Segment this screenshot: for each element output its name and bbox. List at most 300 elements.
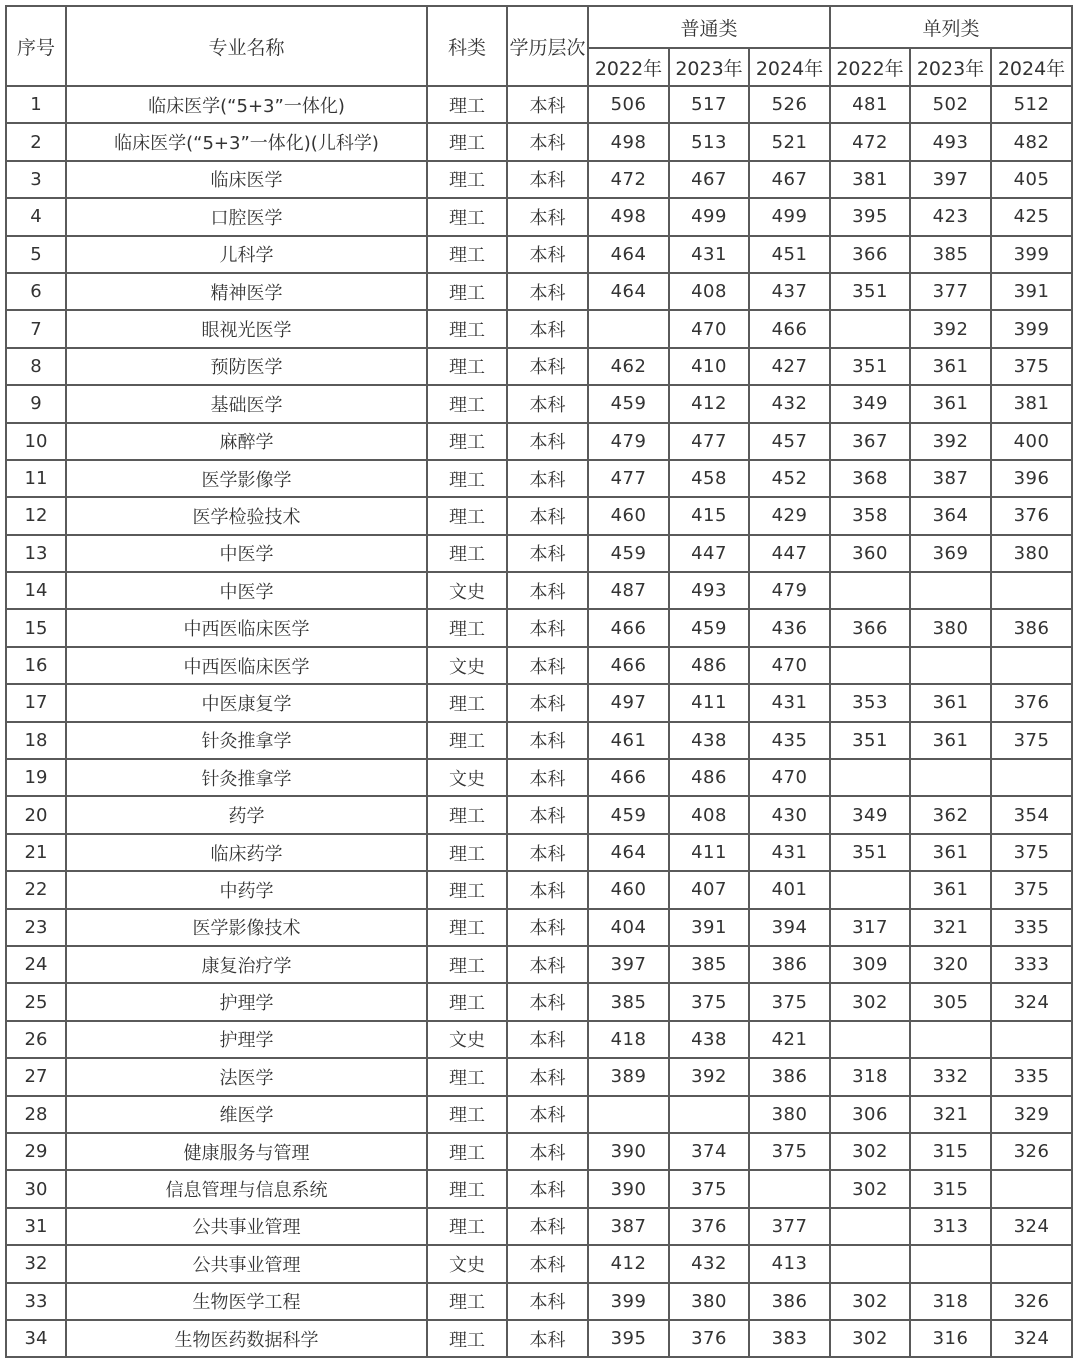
cell-separate-2022 [830,310,910,347]
cell-level: 本科 [507,535,588,572]
cell-major-name: 生物医药数据科学 [66,1320,427,1357]
header-group-separate: 单列类 [830,6,1072,48]
cell-regular-2024: 431 [749,684,830,721]
cell-regular-2023: 385 [669,946,749,983]
cell-category: 理工 [427,1208,507,1245]
cell-separate-2023: 316 [910,1320,991,1357]
cell-index: 8 [6,348,66,385]
cell-separate-2023: 392 [910,423,991,460]
header-major: 专业名称 [66,6,427,86]
cell-separate-2023: 361 [910,871,991,908]
cell-major-name: 儿科学 [66,236,427,273]
cell-separate-2022: 351 [830,722,910,759]
cell-category: 理工 [427,273,507,310]
cell-separate-2024 [991,647,1072,684]
cell-major-name: 信息管理与信息系统 [66,1170,427,1207]
cell-separate-2023: 387 [910,460,991,497]
cell-regular-2023: 410 [669,348,749,385]
cell-separate-2023: 321 [910,909,991,946]
cell-regular-2022: 399 [588,1283,669,1320]
cell-regular-2024: 427 [749,348,830,385]
cell-index: 9 [6,385,66,422]
cell-separate-2022: 472 [830,123,910,160]
header-separate-2024: 2024年 [991,48,1072,86]
cell-regular-2024: 457 [749,423,830,460]
cell-regular-2022: 497 [588,684,669,721]
cell-category: 理工 [427,722,507,759]
cell-regular-2022: 498 [588,198,669,235]
cell-separate-2024: 391 [991,273,1072,310]
cell-separate-2023: 305 [910,983,991,1020]
cell-level: 本科 [507,572,588,609]
table-row [6,684,1072,721]
cell-category: 理工 [427,86,507,123]
cell-regular-2023: 499 [669,198,749,235]
cell-level: 本科 [507,1170,588,1207]
cell-regular-2024: 375 [749,983,830,1020]
cell-separate-2022: 358 [830,497,910,534]
cell-regular-2023: 438 [669,1021,749,1058]
table-row [6,1096,1072,1133]
cell-separate-2022: 360 [830,535,910,572]
cell-regular-2022: 466 [588,647,669,684]
cell-category: 理工 [427,123,507,160]
cell-separate-2023: 361 [910,834,991,871]
cell-separate-2022 [830,871,910,908]
cell-regular-2022: 385 [588,983,669,1020]
cell-major-name: 临床医学(“5+3”一体化) [66,86,427,123]
cell-index: 33 [6,1283,66,1320]
cell-separate-2024: 324 [991,983,1072,1020]
cell-separate-2023 [910,1021,991,1058]
cell-separate-2024: 375 [991,722,1072,759]
cell-index: 25 [6,983,66,1020]
cell-regular-2023: 411 [669,684,749,721]
cell-major-name: 医学影像学 [66,460,427,497]
cell-category: 理工 [427,1283,507,1320]
cell-regular-2022: 395 [588,1320,669,1357]
cell-regular-2023: 517 [669,86,749,123]
cell-major-name: 公共事业管理 [66,1208,427,1245]
cell-index: 13 [6,535,66,572]
cell-index: 10 [6,423,66,460]
cell-regular-2024: 436 [749,609,830,646]
cell-separate-2024: 329 [991,1096,1072,1133]
cell-category: 文史 [427,759,507,796]
cell-regular-2023: 458 [669,460,749,497]
table-row [6,1170,1072,1207]
cell-separate-2022: 367 [830,423,910,460]
table-row [6,535,1072,572]
cell-separate-2023: 315 [910,1133,991,1170]
table-row [6,647,1072,684]
cell-separate-2022 [830,1245,910,1282]
header-index: 序号 [6,6,66,86]
cell-major-name: 中医学 [66,572,427,609]
cell-regular-2024: 451 [749,236,830,273]
cell-separate-2024 [991,1021,1072,1058]
cell-regular-2023: 408 [669,796,749,833]
cell-separate-2024: 335 [991,1058,1072,1095]
header-regular-2024: 2024年 [749,48,830,86]
cell-regular-2024: 452 [749,460,830,497]
cell-regular-2022: 464 [588,273,669,310]
cell-major-name: 麻醉学 [66,423,427,460]
header-separate-2022: 2022年 [830,48,910,86]
cell-separate-2024: 400 [991,423,1072,460]
cell-regular-2024: 375 [749,1133,830,1170]
table-body [6,86,1072,1357]
cell-major-name: 护理学 [66,983,427,1020]
table-row [6,572,1072,609]
cell-regular-2023: 374 [669,1133,749,1170]
table-row [6,1021,1072,1058]
cell-separate-2022: 302 [830,983,910,1020]
cell-index: 23 [6,909,66,946]
cell-level: 本科 [507,198,588,235]
cell-major-name: 医学检验技术 [66,497,427,534]
cell-level: 本科 [507,647,588,684]
table-row [6,273,1072,310]
cell-level: 本科 [507,273,588,310]
cell-separate-2023: 502 [910,86,991,123]
cell-regular-2024: 413 [749,1245,830,1282]
cell-level: 本科 [507,684,588,721]
cell-regular-2022: 462 [588,348,669,385]
cell-separate-2024 [991,572,1072,609]
cell-regular-2022: 466 [588,609,669,646]
table-row [6,310,1072,347]
cell-separate-2024: 380 [991,535,1072,572]
cell-separate-2024: 326 [991,1283,1072,1320]
cell-major-name: 临床药学 [66,834,427,871]
cell-category: 理工 [427,796,507,833]
header-category: 科类 [427,6,507,86]
cell-level: 本科 [507,1058,588,1095]
cell-separate-2024: 399 [991,310,1072,347]
cell-separate-2024: 512 [991,86,1072,123]
cell-regular-2022: 506 [588,86,669,123]
cell-separate-2023: 362 [910,796,991,833]
cell-index: 7 [6,310,66,347]
cell-index: 32 [6,1245,66,1282]
cell-category: 理工 [427,310,507,347]
admission-score-table [5,5,1073,1358]
cell-regular-2022: 464 [588,236,669,273]
table-row [6,1208,1072,1245]
cell-regular-2022: 459 [588,796,669,833]
cell-level: 本科 [507,1320,588,1357]
table-row [6,796,1072,833]
cell-separate-2022: 351 [830,348,910,385]
cell-separate-2023: 320 [910,946,991,983]
cell-category: 文史 [427,1021,507,1058]
cell-separate-2022: 395 [830,198,910,235]
cell-regular-2023: 467 [669,161,749,198]
cell-regular-2022: 412 [588,1245,669,1282]
cell-separate-2023: 361 [910,385,991,422]
cell-category: 理工 [427,909,507,946]
cell-separate-2023 [910,647,991,684]
cell-level: 本科 [507,609,588,646]
cell-regular-2023: 392 [669,1058,749,1095]
cell-separate-2022: 368 [830,460,910,497]
cell-index: 14 [6,572,66,609]
cell-regular-2024: 386 [749,1058,830,1095]
cell-regular-2024: 499 [749,198,830,235]
cell-separate-2024: 381 [991,385,1072,422]
cell-level: 本科 [507,86,588,123]
cell-category: 文史 [427,572,507,609]
cell-regular-2024: 479 [749,572,830,609]
cell-index: 3 [6,161,66,198]
cell-level: 本科 [507,123,588,160]
cell-regular-2024 [749,1170,830,1207]
cell-separate-2022: 302 [830,1170,910,1207]
cell-regular-2022: 390 [588,1170,669,1207]
cell-index: 4 [6,198,66,235]
cell-regular-2024: 521 [749,123,830,160]
cell-major-name: 康复治疗学 [66,946,427,983]
table-header [6,6,1072,86]
cell-category: 理工 [427,198,507,235]
cell-regular-2022: 464 [588,834,669,871]
cell-index: 31 [6,1208,66,1245]
cell-regular-2022: 397 [588,946,669,983]
cell-major-name: 精神医学 [66,273,427,310]
cell-regular-2023: 431 [669,236,749,273]
cell-separate-2022 [830,572,910,609]
cell-regular-2023: 486 [669,647,749,684]
table-row [6,759,1072,796]
cell-level: 本科 [507,796,588,833]
cell-major-name: 针灸推拿学 [66,759,427,796]
table-row [6,1245,1072,1282]
cell-major-name: 中西医临床医学 [66,609,427,646]
cell-regular-2023: 513 [669,123,749,160]
cell-separate-2024: 324 [991,1208,1072,1245]
table-row [6,834,1072,871]
cell-category: 文史 [427,1245,507,1282]
cell-level: 本科 [507,385,588,422]
header-regular-2022: 2022年 [588,48,669,86]
table-row [6,423,1072,460]
cell-category: 理工 [427,535,507,572]
cell-regular-2023: 486 [669,759,749,796]
cell-separate-2024: 335 [991,909,1072,946]
cell-separate-2023 [910,759,991,796]
cell-regular-2022: 418 [588,1021,669,1058]
cell-regular-2023: 376 [669,1208,749,1245]
cell-regular-2022: 460 [588,871,669,908]
cell-separate-2022: 381 [830,161,910,198]
cell-separate-2023: 369 [910,535,991,572]
cell-major-name: 临床医学(“5+3”一体化)(儿科学) [66,123,427,160]
cell-category: 理工 [427,684,507,721]
cell-category: 理工 [427,1133,507,1170]
cell-separate-2023: 397 [910,161,991,198]
cell-major-name: 医学影像技术 [66,909,427,946]
cell-level: 本科 [507,909,588,946]
cell-regular-2022: 460 [588,497,669,534]
cell-regular-2022: 459 [588,535,669,572]
cell-separate-2024: 376 [991,684,1072,721]
cell-separate-2022: 349 [830,796,910,833]
cell-major-name: 法医学 [66,1058,427,1095]
cell-major-name: 维医学 [66,1096,427,1133]
cell-index: 18 [6,722,66,759]
cell-separate-2024: 386 [991,609,1072,646]
cell-level: 本科 [507,871,588,908]
cell-index: 22 [6,871,66,908]
cell-regular-2023: 438 [669,722,749,759]
table-row [6,722,1072,759]
cell-separate-2024: 375 [991,871,1072,908]
cell-regular-2024: 377 [749,1208,830,1245]
cell-category: 理工 [427,871,507,908]
cell-category: 理工 [427,983,507,1020]
cell-regular-2024: 386 [749,946,830,983]
cell-separate-2022: 302 [830,1133,910,1170]
cell-index: 20 [6,796,66,833]
cell-major-name: 生物医学工程 [66,1283,427,1320]
cell-level: 本科 [507,1133,588,1170]
cell-regular-2022: 487 [588,572,669,609]
cell-major-name: 护理学 [66,1021,427,1058]
cell-regular-2023: 415 [669,497,749,534]
cell-separate-2024 [991,1245,1072,1282]
cell-category: 理工 [427,1096,507,1133]
cell-regular-2024: 470 [749,647,830,684]
cell-separate-2024: 405 [991,161,1072,198]
cell-regular-2023 [669,1096,749,1133]
cell-regular-2023: 470 [669,310,749,347]
cell-separate-2024: 354 [991,796,1072,833]
cell-regular-2022: 477 [588,460,669,497]
cell-level: 本科 [507,946,588,983]
cell-regular-2022: 390 [588,1133,669,1170]
cell-separate-2023: 493 [910,123,991,160]
cell-category: 理工 [427,348,507,385]
cell-regular-2022: 472 [588,161,669,198]
cell-level: 本科 [507,310,588,347]
table-row [6,1058,1072,1095]
cell-category: 理工 [427,1058,507,1095]
cell-regular-2024: 467 [749,161,830,198]
cell-separate-2024: 482 [991,123,1072,160]
cell-level: 本科 [507,460,588,497]
cell-index: 5 [6,236,66,273]
cell-separate-2024: 333 [991,946,1072,983]
cell-regular-2023: 432 [669,1245,749,1282]
cell-category: 理工 [427,1320,507,1357]
cell-separate-2023: 385 [910,236,991,273]
cell-level: 本科 [507,1208,588,1245]
cell-separate-2022: 481 [830,86,910,123]
table-row [6,1283,1072,1320]
cell-separate-2024: 376 [991,497,1072,534]
cell-separate-2024: 326 [991,1133,1072,1170]
cell-separate-2024: 375 [991,834,1072,871]
cell-category: 理工 [427,1170,507,1207]
cell-regular-2023: 447 [669,535,749,572]
cell-regular-2024: 435 [749,722,830,759]
cell-regular-2022 [588,310,669,347]
cell-index: 2 [6,123,66,160]
cell-regular-2024: 394 [749,909,830,946]
cell-category: 理工 [427,497,507,534]
cell-regular-2022: 459 [588,385,669,422]
cell-separate-2022: 351 [830,273,910,310]
cell-index: 28 [6,1096,66,1133]
table-row [6,385,1072,422]
cell-separate-2023: 332 [910,1058,991,1095]
cell-index: 16 [6,647,66,684]
table-row [6,123,1072,160]
cell-regular-2022 [588,1096,669,1133]
cell-major-name: 中药学 [66,871,427,908]
cell-separate-2024 [991,759,1072,796]
table-row [6,497,1072,534]
cell-separate-2023: 315 [910,1170,991,1207]
table-row [6,86,1072,123]
cell-regular-2022: 387 [588,1208,669,1245]
cell-level: 本科 [507,834,588,871]
cell-level: 本科 [507,348,588,385]
cell-separate-2023: 377 [910,273,991,310]
cell-regular-2022: 461 [588,722,669,759]
cell-index: 15 [6,609,66,646]
cell-separate-2022: 318 [830,1058,910,1095]
cell-regular-2022: 466 [588,759,669,796]
cell-separate-2023: 364 [910,497,991,534]
cell-major-name: 眼视光医学 [66,310,427,347]
header-level: 学历层次 [507,6,588,86]
cell-regular-2024: 401 [749,871,830,908]
cell-index: 21 [6,834,66,871]
cell-regular-2024: 466 [749,310,830,347]
cell-separate-2022: 306 [830,1096,910,1133]
cell-separate-2024: 396 [991,460,1072,497]
cell-regular-2022: 498 [588,123,669,160]
cell-major-name: 预防医学 [66,348,427,385]
table-row [6,1320,1072,1357]
table-row [6,348,1072,385]
cell-category: 理工 [427,609,507,646]
cell-index: 19 [6,759,66,796]
cell-category: 理工 [427,460,507,497]
cell-level: 本科 [507,1245,588,1282]
cell-separate-2023: 361 [910,348,991,385]
header-regular-2023: 2023年 [669,48,749,86]
table-row [6,236,1072,273]
cell-regular-2024: 421 [749,1021,830,1058]
cell-level: 本科 [507,722,588,759]
cell-separate-2024: 375 [991,348,1072,385]
cell-regular-2022: 389 [588,1058,669,1095]
cell-separate-2022 [830,647,910,684]
cell-regular-2023: 411 [669,834,749,871]
cell-regular-2023: 412 [669,385,749,422]
cell-category: 理工 [427,834,507,871]
cell-level: 本科 [507,1096,588,1133]
cell-major-name: 基础医学 [66,385,427,422]
cell-separate-2023 [910,572,991,609]
cell-separate-2023: 361 [910,684,991,721]
cell-category: 理工 [427,423,507,460]
cell-separate-2022: 302 [830,1283,910,1320]
cell-regular-2024: 432 [749,385,830,422]
